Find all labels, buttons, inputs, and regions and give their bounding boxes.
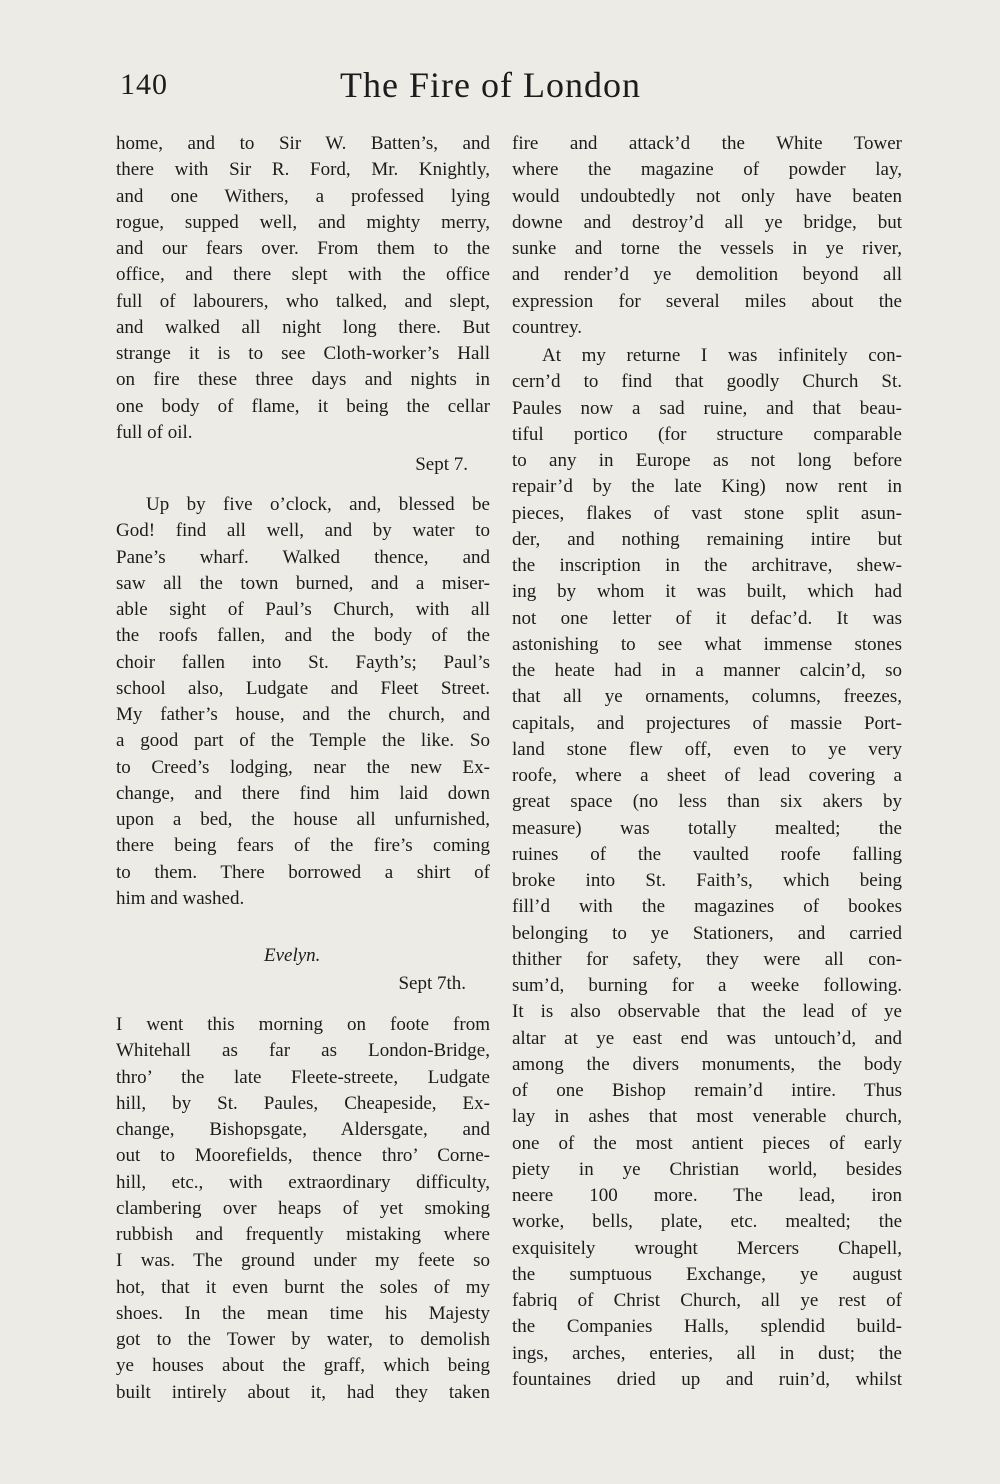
text-line: cern’d to find that goodly Church St.: [512, 371, 902, 393]
text-line: the roofs fallen, and the body of the: [116, 625, 490, 647]
text-line: and one Withers, a professed lying: [116, 185, 490, 207]
text-line: tiful portico (for structure comparable: [512, 423, 902, 445]
text-line: shoes. In the mean time his Majesty: [116, 1302, 490, 1324]
text-line: roofe, where a sheet of lead covering a: [512, 765, 902, 786]
text-line: measure) was totally mealted; the: [512, 817, 902, 839]
text-line: fountaines dried up and ruin’d, whilst: [512, 1368, 902, 1390]
text-line: the inscription in the architrave, shew-: [512, 555, 902, 576]
text-line: full of oil.: [116, 421, 193, 443]
text-line: and our fears over. From them to the: [116, 238, 490, 259]
text-line: sunke and torne the vessels in ye river,: [512, 238, 902, 259]
text-line: strange it is to see Cloth-worker’s Hall: [116, 343, 490, 364]
text-line: capitals, and projectures of massie Port-: [512, 712, 902, 734]
text-line: saw all the town burned, and a miser-: [116, 572, 490, 594]
author-heading: Evelyn.: [264, 945, 321, 966]
text-line: land stone flew off, even to ye very: [512, 738, 902, 760]
text-line: It is also observable that the lead of ye: [512, 1001, 902, 1023]
running-title: The Fire of London: [340, 65, 641, 105]
text-line: sum’d, burning for a weeke following.: [512, 975, 902, 996]
page-number: 140: [120, 68, 168, 101]
text-line: hot, that it even burnt the soles of my: [116, 1276, 490, 1298]
text-line: altar at ye east end was untouch’d, and: [512, 1027, 902, 1049]
text-line: ruines of the vaulted roofe falling: [512, 843, 902, 865]
text-line: on fire these three days and nights in: [116, 369, 490, 391]
text-line: office, and there slept with the office: [116, 264, 490, 286]
text-line: broke into St. Faith’s, which being: [512, 870, 902, 891]
text-line: would undoubtedly not only have beaten: [512, 185, 902, 207]
text-line: him and washed.: [116, 887, 245, 909]
text-line: God! find all well, and by water to: [116, 520, 490, 542]
text-line: clambering over heaps of yet smoking: [116, 1197, 490, 1219]
text-line: built intirely about it, had they taken: [116, 1381, 490, 1403]
text-line: belonging to ye Stationers, and carried: [512, 922, 902, 944]
text-line: among the divers monuments, the body: [512, 1053, 902, 1075]
text-line: to Creed’s lodging, near the new Ex-: [116, 756, 490, 778]
text-line: My father’s house, and the church, and: [116, 704, 490, 725]
paragraph-evelyn-continued: [512, 343, 902, 1393]
text-line: the Companies Halls, splendid build-: [512, 1316, 902, 1338]
text-line: the sumptuous Exchange, ye august: [512, 1263, 902, 1285]
text-line: piety in ye Christian world, besides: [512, 1158, 902, 1180]
text-line: Paules now a sad ruine, and that beau-: [512, 397, 902, 419]
text-line: upon a bed, the house all unfurnished,: [116, 809, 490, 830]
text-line: full of labourers, who talked, and slept,: [116, 290, 490, 312]
text-line: I was. The ground under my feete so: [116, 1250, 490, 1272]
text-line: rubbish and frequently mistaking where: [116, 1224, 490, 1245]
text-line: there with Sir R. Ford, Mr. Knightly,: [116, 159, 490, 181]
diary-date-heading: Sept 7.: [415, 454, 468, 475]
text-line: astonishing to see what immense stones: [512, 633, 902, 655]
text-line: ye houses about the graff, which being: [116, 1355, 490, 1377]
text-line: I went this morning on foote from: [116, 1014, 490, 1035]
text-line: school also, Ludgate and Fleet Street.: [116, 677, 490, 699]
text-line: change, and there find him laid down: [116, 782, 490, 804]
text-line: that all ye ornaments, columns, freezes,: [512, 686, 902, 708]
text-line: downe and destroy’d all ye bridge, but: [512, 211, 902, 233]
text-line: lay in ashes that most venerable church,: [512, 1106, 902, 1128]
page-header: [0, 60, 1000, 120]
paragraph-evelyn-entry: [116, 1012, 490, 1406]
text-line: out to Moorefields, thence thro’ Corne-: [116, 1145, 490, 1167]
text-line: pieces, flakes of vast stone split asun-: [512, 502, 902, 524]
text-line: thither for safety, they were all con-: [512, 948, 902, 970]
diary-date-heading: Sept 7th.: [398, 973, 466, 994]
text-line: Whitehall as far as London-Bridge,: [116, 1040, 490, 1062]
text-line: choir fallen into St. Fayth’s; Paul’s: [116, 651, 490, 673]
text-line: fill’d with the magazines of bookes: [512, 896, 902, 918]
text-line: great space (no less than six akers by: [512, 791, 902, 813]
text-line: not one letter of it defac’d. It was: [512, 607, 902, 629]
paragraph-continued: [116, 131, 490, 446]
text-line: to them. There borrowed a shirt of: [116, 861, 490, 883]
text-line: one of the most antient pieces of early: [512, 1132, 902, 1154]
paragraph-continued: [512, 131, 902, 341]
text-line: hill, by St. Paules, Cheapeside, Ex-: [116, 1092, 490, 1114]
text-line: ing by whom it was built, which had: [512, 581, 902, 603]
right-column: [512, 131, 902, 1393]
text-line: home, and to Sir W. Batten’s, and: [116, 133, 490, 154]
text-line: and walked all night long there. But: [116, 316, 490, 338]
text-line: ings, arches, enteries, all in dust; the: [512, 1342, 902, 1364]
text-line: repair’d by the late King) now rent in: [512, 476, 902, 498]
left-column: [116, 131, 490, 1406]
text-line: worke, bells, plate, etc. mealted; the: [512, 1211, 902, 1233]
text-line: countrey.: [512, 316, 582, 338]
text-line: able sight of Paul’s Church, with all: [116, 599, 490, 620]
text-line: of one Bishop remain’d intire. Thus: [512, 1080, 902, 1101]
text-line: got to the Tower by water, to demolish: [116, 1329, 490, 1350]
text-line: expression for several miles about the: [512, 290, 902, 312]
text-line: the heate had in a manner calcin’d, so: [512, 660, 902, 681]
text-line: At my returne I was infinitely con-: [542, 345, 902, 366]
text-line: rogue, supped well, and mighty merry,: [116, 211, 490, 233]
text-line: where the magazine of powder lay,: [512, 159, 902, 181]
text-line: Pane’s wharf. Walked thence, and: [116, 546, 490, 568]
text-line: exquisitely wrought Mercers Chapell,: [512, 1237, 902, 1259]
text-line: neere 100 more. The lead, iron: [512, 1185, 902, 1206]
text-line: fire and attack’d the White Tower: [512, 133, 902, 154]
text-line: fabriq of Christ Church, all ye rest of: [512, 1290, 902, 1311]
text-line: thro’ the late Fleete-streete, Ludgate: [116, 1066, 490, 1088]
text-line: change, Bishopsgate, Aldersgate, and: [116, 1119, 490, 1140]
text-line: a good part of the Temple the like. So: [116, 730, 490, 752]
text-line: and render’d ye demolition beyond all: [512, 264, 902, 286]
paragraph-pepys-entry: [116, 492, 490, 912]
text-line: there being fears of the fire’s coming: [116, 835, 490, 857]
text-line: hill, etc., with extraordinary difficulty,: [116, 1171, 490, 1193]
text-line: der, and nothing remaining intire but: [512, 528, 902, 550]
text-line: to any in Europe as not long before: [512, 450, 902, 471]
text-line: one body of flame, it being the cellar: [116, 395, 490, 417]
text-line: Up by five o’clock, and, blessed be: [146, 494, 490, 515]
